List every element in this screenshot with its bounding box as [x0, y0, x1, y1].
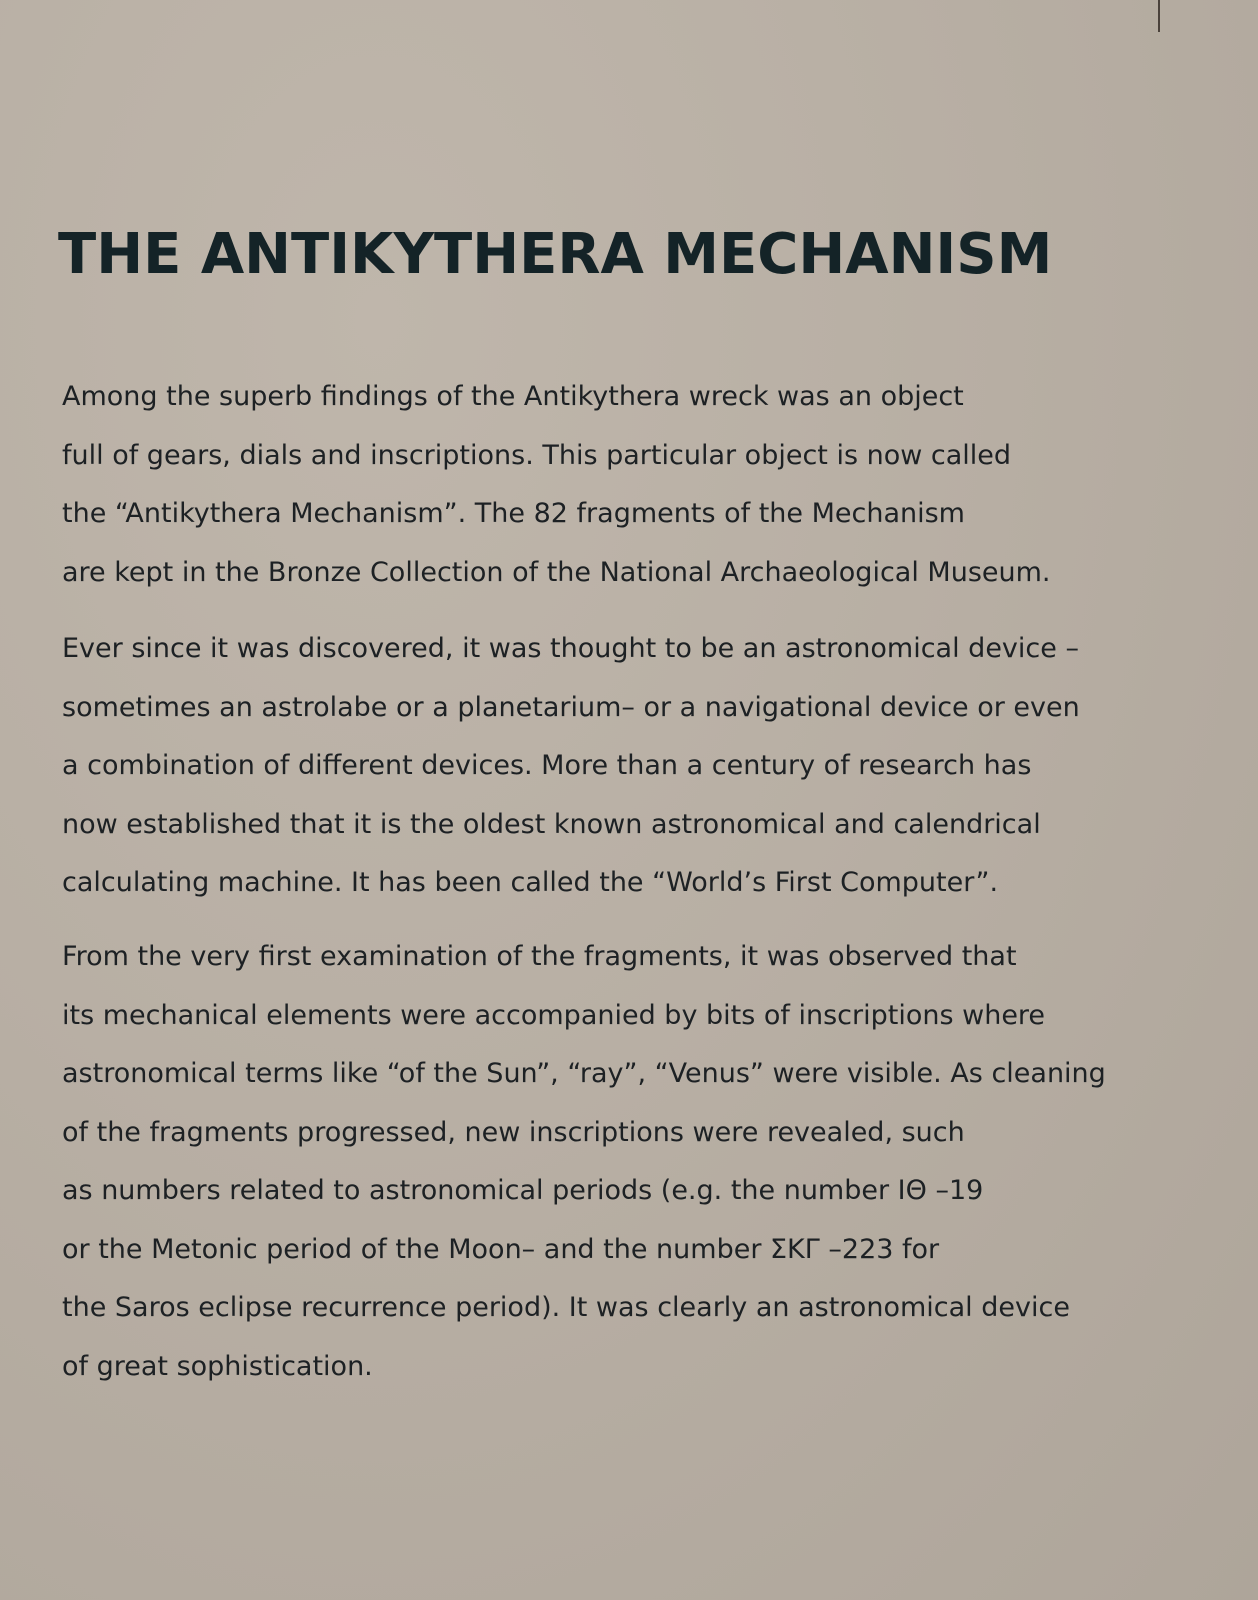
text-line: the “Antikythera Mechanism”. The 82 fragments of the Mechanism	[62, 498, 965, 529]
text-line: or the Metonic period of the Moon– and the number ΣΚΓ –223 for	[62, 1233, 940, 1265]
text-line: calculating machine. It has been called the “World’s First Computer”.	[62, 867, 999, 898]
text-line: full of gears, dials and inscriptions. This particular object is now called	[62, 439, 1012, 471]
text-line: sometimes an astrolabe or a planetarium– or a navigational device or even	[62, 691, 1080, 723]
text-line: as numbers related to astronomical periods (e.g. the number ΙΘ –19	[62, 1175, 984, 1206]
text-line: Among the superb findings of the Antikythera wreck was an object	[62, 381, 964, 412]
paragraph-1	[62, 368, 1051, 602]
paragraph-3	[62, 928, 1106, 1396]
text-line: Ever since it was discovered, it was thought to be an astronomical device –	[62, 633, 1079, 664]
text-line: of great sophistication.	[62, 1350, 373, 1382]
paragraph-2	[62, 620, 1080, 913]
text-line: of the fragments progressed, new inscriptions were revealed, such	[62, 1116, 965, 1148]
text-line: a combination of different devices. More than a century of research has	[62, 750, 1032, 781]
text-line: astronomical terms like “of the Sun”, “ray”, “Venus” were visible. As cleaning	[62, 1058, 1106, 1089]
edge-mark	[1158, 0, 1160, 32]
text-line: now established that it is the oldest known astronomical and calendrical	[62, 808, 1041, 840]
text-line: the Saros eclipse recurrence period). It was clearly an astronomical device	[62, 1292, 1070, 1323]
text-line: are kept in the Bronze Collection of the National Archaeological Museum.	[62, 556, 1051, 588]
panel-title: THE ANTIKYTHERA MECHANISM	[58, 222, 1053, 287]
text-line: From the very first examination of the fragments, it was observed that	[62, 941, 1017, 972]
text-line: its mechanical elements were accompanied by bits of inscriptions where	[62, 999, 1046, 1031]
